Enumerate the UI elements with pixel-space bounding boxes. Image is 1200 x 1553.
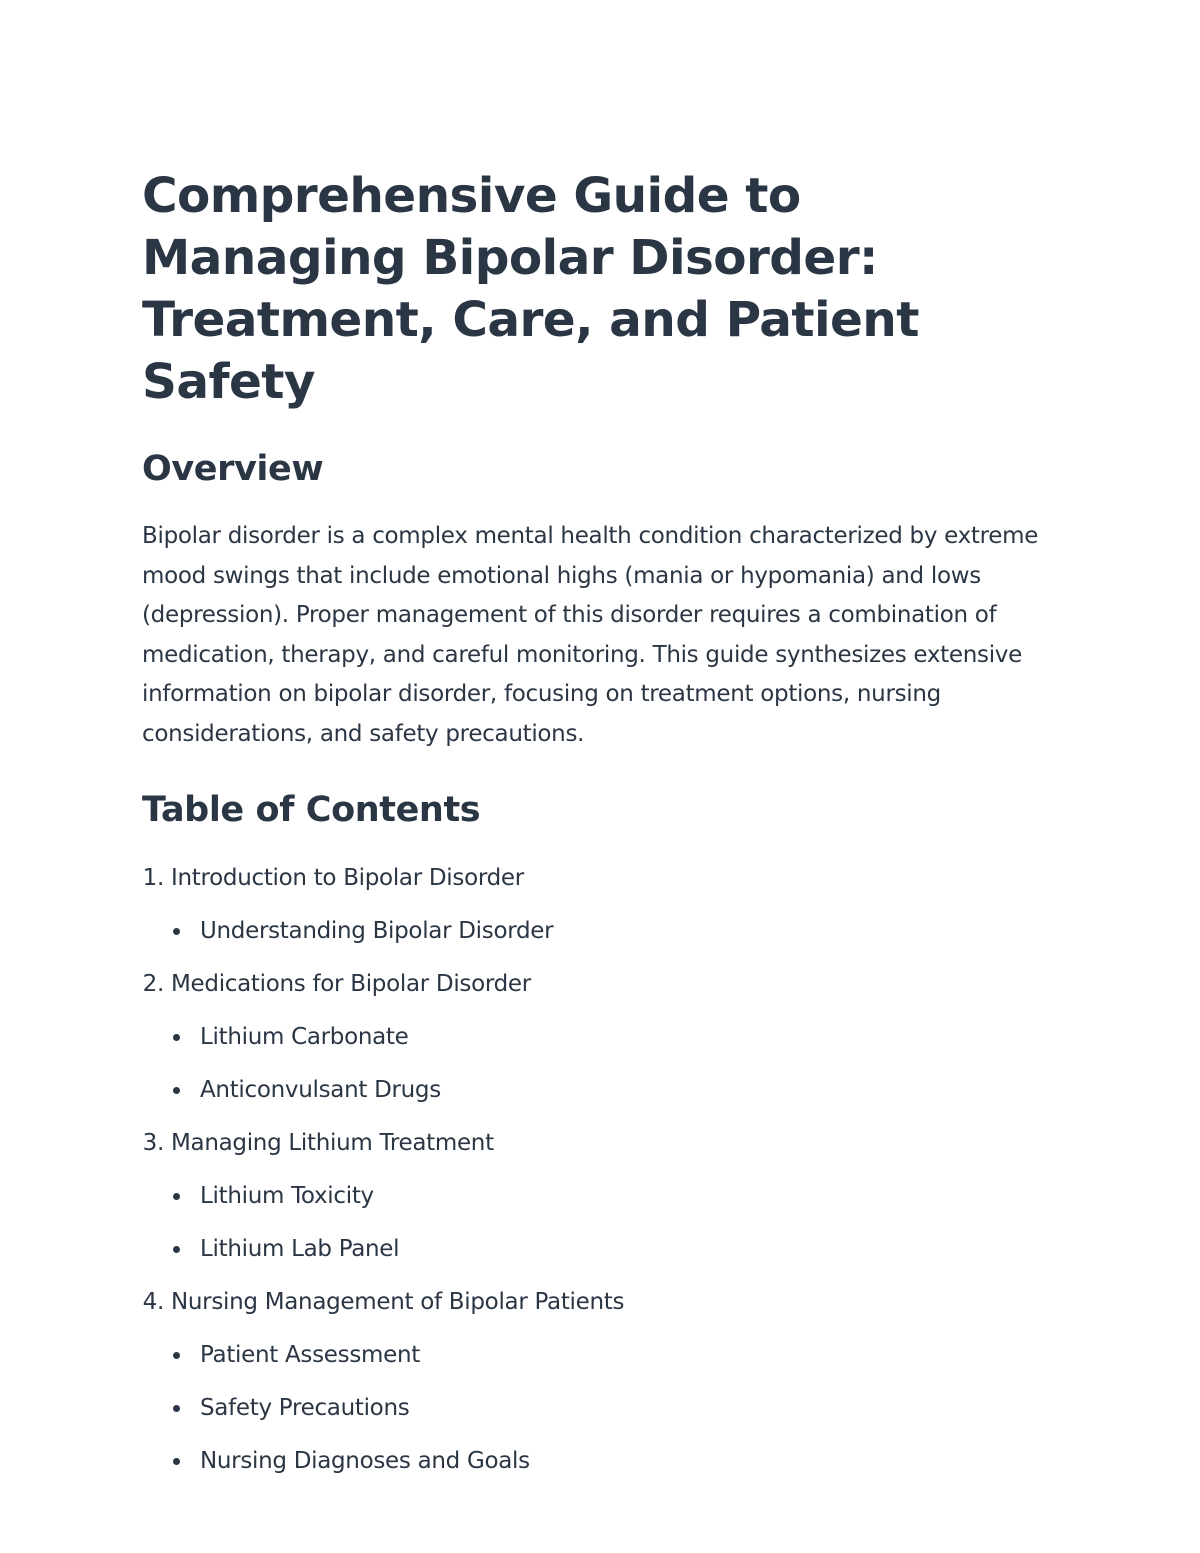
overview-heading: Overview bbox=[142, 449, 324, 489]
document-page bbox=[142, 165, 1062, 1498]
toc-subitem[interactable] bbox=[142, 1011, 1062, 1064]
toc-item-medications bbox=[142, 968, 1062, 1117]
toc-item-label[interactable]: Medications for Bipolar Disorder bbox=[171, 970, 531, 997]
overview-paragraph: Bipolar disorder is a complex mental health condition characterized by extreme mood swings that include emotional highs (mania or hypomania) and lows (depression). Proper management of this disorder requires a combination of medication, therapy, and careful monitoring. This guide synthesizes extensive information on bipolar disorder, focusing on treatment options, nursing considerations, and safety precautions. bbox=[142, 523, 1039, 747]
toc-subitem-label: Understanding Bipolar Disorder bbox=[200, 918, 554, 945]
toc-item-lithium-treatment bbox=[142, 1127, 1062, 1276]
toc-subitem-label: Patient Assessment bbox=[200, 1342, 420, 1369]
bullet-icon bbox=[173, 1034, 180, 1041]
toc-sublist bbox=[142, 1170, 1062, 1276]
toc-subitem-label: Lithium Toxicity bbox=[200, 1183, 374, 1210]
toc-subitem[interactable] bbox=[142, 1170, 1062, 1223]
toc-item-nursing-management bbox=[142, 1286, 1062, 1488]
toc-subitem-label: Lithium Carbonate bbox=[200, 1024, 409, 1051]
toc-sublist bbox=[142, 905, 1062, 958]
toc-subitem-label: Safety Precautions bbox=[200, 1395, 410, 1422]
bullet-icon bbox=[173, 928, 180, 935]
toc-subitem[interactable] bbox=[142, 1382, 1062, 1435]
toc-subitem[interactable] bbox=[142, 905, 1062, 958]
bullet-icon bbox=[173, 1458, 180, 1465]
toc-item-label[interactable]: Introduction to Bipolar Disorder bbox=[171, 864, 524, 891]
toc-heading: Table of Contents bbox=[142, 789, 481, 830]
toc-item-number: 4. bbox=[142, 1288, 164, 1315]
bullet-icon bbox=[173, 1405, 180, 1412]
toc-subitem-label: Anticonvulsant Drugs bbox=[200, 1077, 441, 1104]
toc-item-number: 1. bbox=[142, 864, 164, 891]
toc-item-number: 2. bbox=[142, 970, 164, 997]
bullet-icon bbox=[173, 1352, 180, 1359]
toc-sublist bbox=[142, 1329, 1062, 1488]
bullet-icon bbox=[173, 1246, 180, 1253]
toc-subitem[interactable] bbox=[142, 1064, 1062, 1117]
toc-subitem[interactable] bbox=[142, 1329, 1062, 1382]
toc-subitem[interactable] bbox=[142, 1435, 1062, 1488]
toc-subitem[interactable] bbox=[142, 1223, 1062, 1276]
document-title: Comprehensive Guide to Managing Bipolar Disorder: Treatment, Care, and Patient Safety bbox=[142, 168, 919, 410]
bullet-icon bbox=[173, 1087, 180, 1094]
toc-item-introduction bbox=[142, 862, 1062, 958]
bullet-icon bbox=[173, 1193, 180, 1200]
table-of-contents bbox=[142, 862, 1062, 1488]
toc-subitem-label: Lithium Lab Panel bbox=[200, 1236, 400, 1263]
toc-item-label[interactable]: Nursing Management of Bipolar Patients bbox=[171, 1288, 625, 1315]
toc-item-label[interactable]: Managing Lithium Treatment bbox=[171, 1129, 494, 1156]
toc-subitem-label: Nursing Diagnoses and Goals bbox=[200, 1448, 530, 1475]
toc-sublist bbox=[142, 1011, 1062, 1117]
toc-item-number: 3. bbox=[142, 1129, 164, 1156]
